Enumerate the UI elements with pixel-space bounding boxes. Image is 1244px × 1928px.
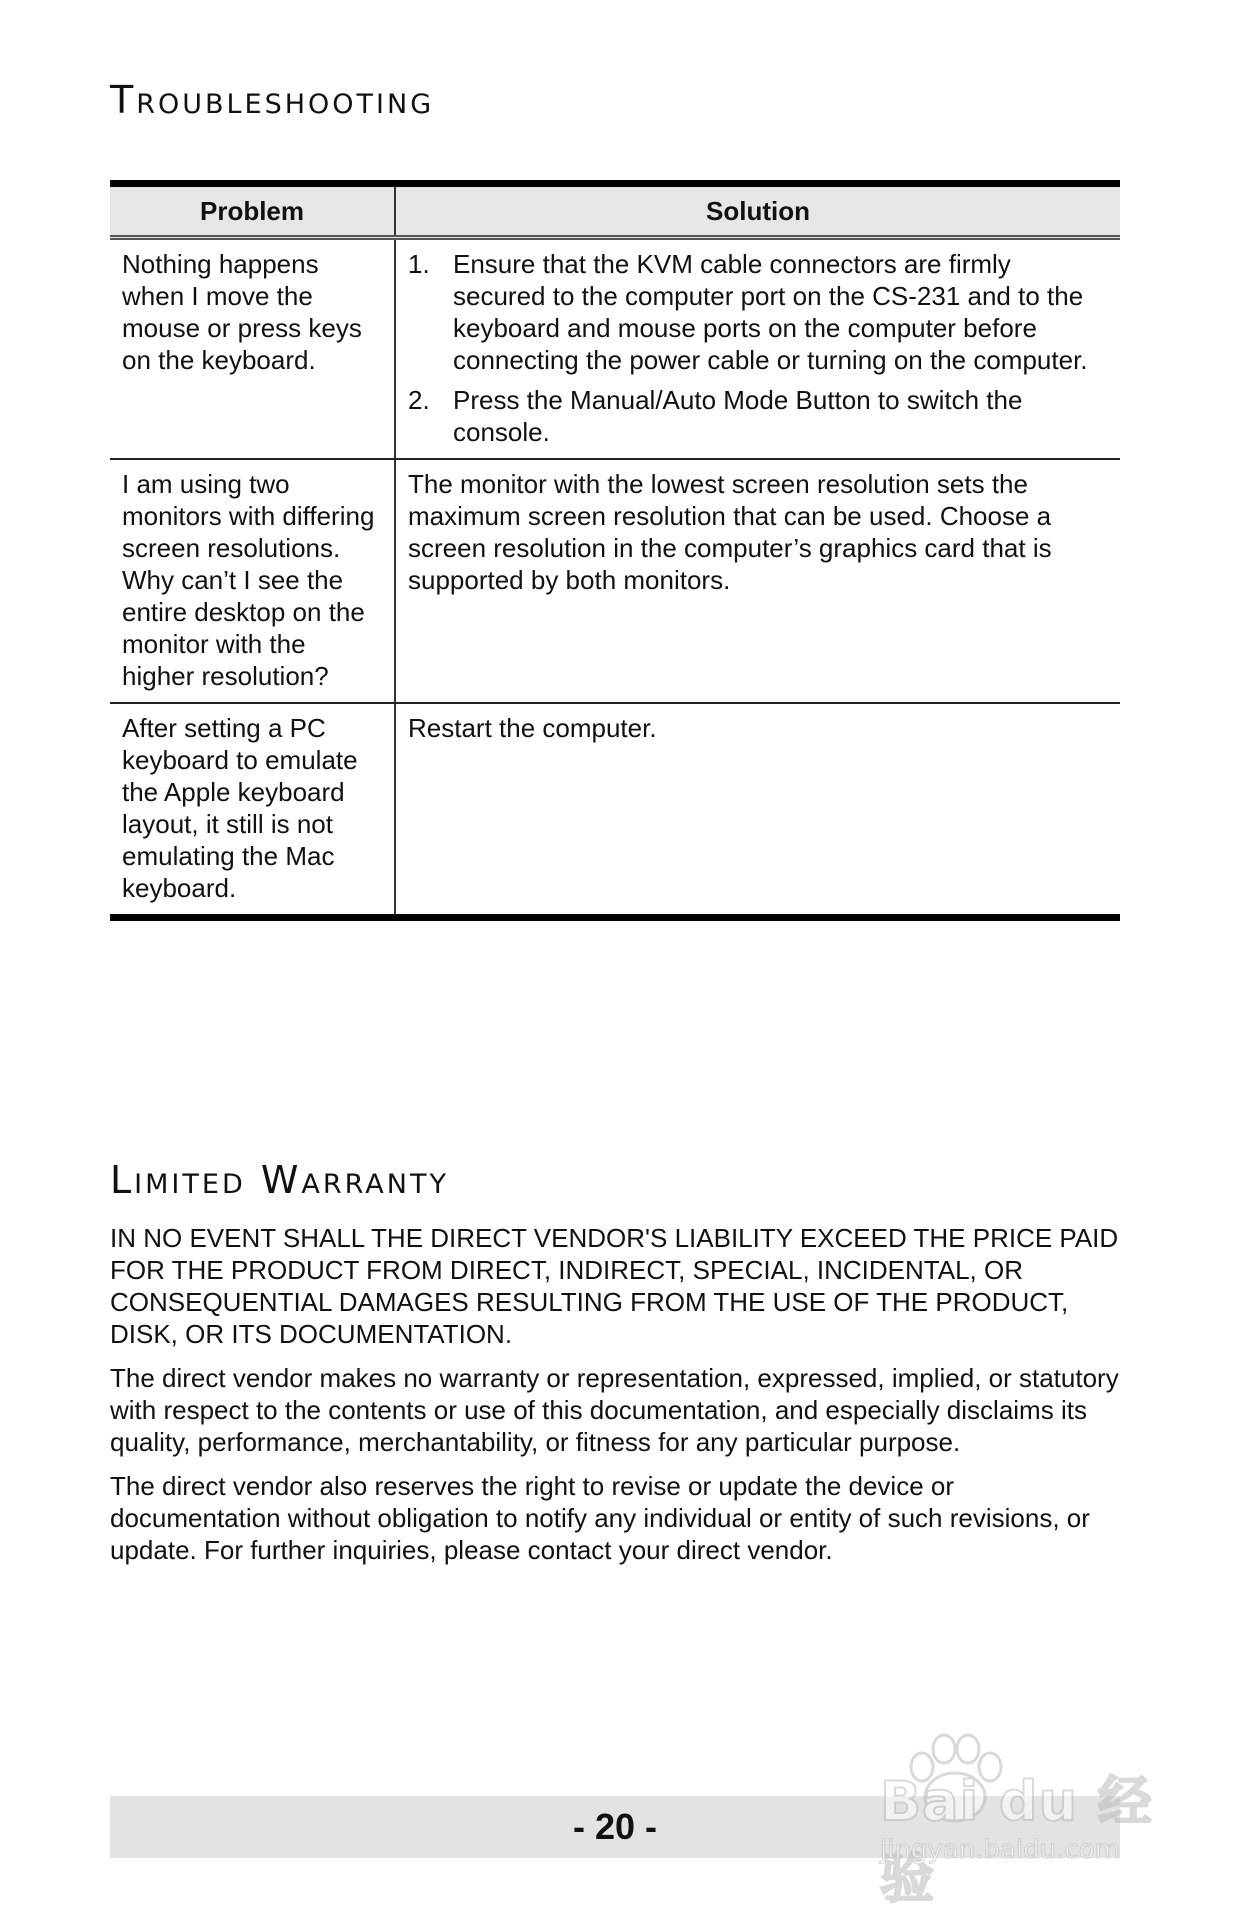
table-row bbox=[110, 459, 1120, 703]
baidu-watermark bbox=[880, 1725, 1170, 1910]
step-number: 1. bbox=[408, 249, 430, 279]
warranty-paragraph: IN NO EVENT SHALL THE DIRECT VENDOR'S LIABILITY EXCEED THE PRICE PAID FOR THE PRODUCT FROM DIRECT, INDIRECT, SPECIAL, INCIDENTAL, OR CONSEQUENTIAL DAMAGES RESULTING FROM THE USE OF THE PRODUCT, DISK, OR ITS DOCUMENTATION. bbox=[110, 1223, 1119, 1349]
step-text: Ensure that the KVM cable connectors are firmly secured to the computer port on the CS-231 and to the keyboard and mouse ports on the computer before connecting the power cable or turning on the computer. bbox=[453, 249, 1088, 375]
problem-header: Problem bbox=[110, 184, 395, 238]
warranty-body bbox=[110, 1222, 1130, 1578]
warranty-paragraph: The direct vendor also reserves the right to revise or update the device or documentation without obligation to notify any individual or entity of such revisions, or update. For further inquiries, please contact your direct vendor. bbox=[110, 1471, 1090, 1565]
troubleshooting-table bbox=[110, 180, 1120, 921]
solution-step bbox=[408, 384, 1110, 448]
limited-warranty-title: Limited Warranty bbox=[110, 1158, 449, 1202]
watermark-brand: Bai du 经验 bbox=[880, 1770, 1153, 1910]
problem-cell: After setting a PC keyboard to emulate the Apple keyboard layout, it still is not emulating the Mac keyboard. bbox=[110, 703, 395, 918]
problem-cell: I am using two monitors with differing screen resolutions. Why can’t I see the entire desktop on the monitor with the higher resolution? bbox=[110, 459, 395, 703]
troubleshooting-title: Troubleshooting bbox=[110, 78, 435, 122]
solution-header: Solution bbox=[395, 184, 1120, 238]
table-row bbox=[110, 238, 1120, 460]
step-number: 2. bbox=[408, 385, 430, 415]
watermark-url: jingyan.baidu.com bbox=[880, 1835, 1120, 1865]
page-number: - 20 - bbox=[572, 1806, 658, 1847]
solution-steps-list bbox=[408, 248, 1110, 448]
solution-cell: Restart the computer. bbox=[395, 703, 1120, 918]
solution-step bbox=[408, 248, 1110, 376]
warranty-paragraph: The direct vendor makes no warranty or representation, expressed, implied, or statutory with respect to the contents or use of this documentation, and especially disclaims its quality, performance, merchantability, or fitness for any particular purpose. bbox=[110, 1363, 1119, 1457]
table-row bbox=[110, 703, 1120, 918]
problem-cell: Nothing happens when I move the mouse or press keys on the keyboard. bbox=[110, 238, 395, 460]
step-text: Press the Manual/Auto Mode Button to switch the console. bbox=[453, 385, 1023, 447]
table-header-row bbox=[110, 184, 1120, 238]
solution-cell: The monitor with the lowest screen resolution sets the maximum screen resolution that can be used. Choose a screen resolution in the computer’s graphics card that is supported by both monitors. bbox=[395, 459, 1120, 703]
solution-cell bbox=[395, 238, 1120, 460]
